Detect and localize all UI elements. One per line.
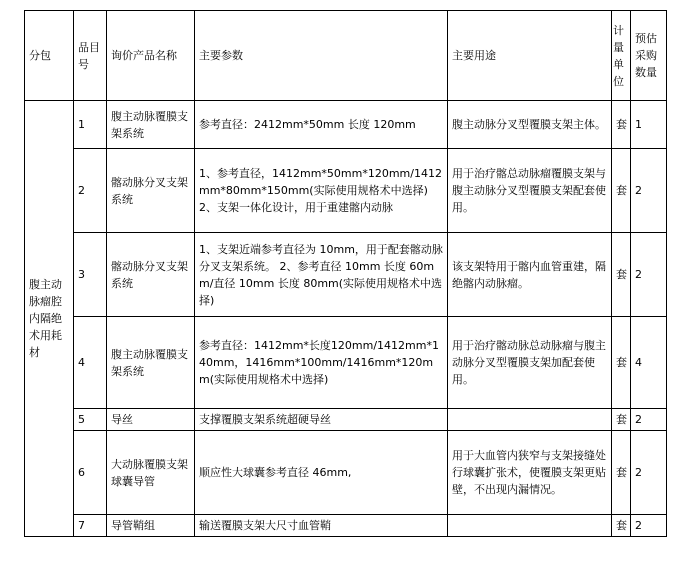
unit-cell: 套 [612, 409, 631, 431]
item-no-cell: 5 [74, 409, 107, 431]
header-cell-item-no: 品目号 [74, 11, 107, 101]
usage-cell [448, 515, 612, 537]
usage-cell: 用于大血管内狭窄与支架接缝处行球囊扩张术，使覆膜支架更贴壁，不出现内漏情况。 [448, 431, 612, 515]
parameters-cell: 参考直径：2412mm*50mm 长度 120mm [195, 101, 448, 149]
table-row [25, 233, 667, 317]
usage-cell: 用于治疗髂动脉总动脉瘤与腹主动脉分叉型覆膜支架加配套使用。 [448, 317, 612, 409]
header-cell-quantity: 预估采购数量 [631, 11, 667, 101]
product-name-cell: 导丝 [107, 409, 195, 431]
item-no-cell: 3 [74, 233, 107, 317]
header-cell-parameters: 主要参数 [195, 11, 448, 101]
product-name-cell: 腹主动脉覆膜支架系统 [107, 101, 195, 149]
usage-cell: 腹主动脉分叉型覆膜支架主体。 [448, 101, 612, 149]
table-row [25, 515, 667, 537]
item-no-cell: 1 [74, 101, 107, 149]
parameters-cell: 支撑覆膜支架系统超硬导丝 [195, 409, 448, 431]
unit-cell: 套 [612, 233, 631, 317]
table-row [25, 149, 667, 233]
quantity-cell: 4 [631, 317, 667, 409]
unit-cell: 套 [612, 431, 631, 515]
quantity-cell: 2 [631, 515, 667, 537]
header-cell-usage: 主要用途 [448, 11, 612, 101]
unit-cell: 套 [612, 515, 631, 537]
item-no-cell: 4 [74, 317, 107, 409]
unit-cell: 套 [612, 101, 631, 149]
quantity-cell: 2 [631, 409, 667, 431]
parameters-cell: 参考直径：1412mm*长度120mm/1412mm*140mm，1416mm*100mm/1416mm*120mm(实际使用规格术中选择) [195, 317, 448, 409]
usage-cell [448, 409, 612, 431]
parameters-cell: 顺应性大球囊参考直径 46mm, [195, 431, 448, 515]
product-name-cell: 腹主动脉覆膜支架系统 [107, 317, 195, 409]
product-name-cell: 髂动脉分叉支架系统 [107, 233, 195, 317]
parameters-cell: 输送覆膜支架大尺寸血管鞘 [195, 515, 448, 537]
header-cell-product-name: 询价产品名称 [107, 11, 195, 101]
quantity-cell: 2 [631, 233, 667, 317]
procurement-table [24, 10, 667, 537]
quantity-cell: 1 [631, 101, 667, 149]
unit-cell: 套 [612, 149, 631, 233]
parameters-cell: 1、支架近端参考直径为 10mm，用于配套髂动脉分叉支架系统。 2、参考直径 10mm 长度 60mm/直径 10mm 长度 80mm(实际使用规格术中选择) [195, 233, 448, 317]
usage-cell: 用于治疗髂总动脉瘤覆膜支架与腹主动脉分叉型覆膜支架配套使用。 [448, 149, 612, 233]
product-name-cell: 导管鞘组 [107, 515, 195, 537]
item-no-cell: 7 [74, 515, 107, 537]
table-row [25, 317, 667, 409]
package-group-cell: 腹主动脉瘤腔内隔绝术用耗材 [25, 101, 74, 537]
table-row [25, 409, 667, 431]
unit-cell: 套 [612, 317, 631, 409]
usage-cell: 该支架特用于髂内血管重建，隔绝髂内动脉瘤。 [448, 233, 612, 317]
item-no-cell: 6 [74, 431, 107, 515]
quantity-cell: 2 [631, 431, 667, 515]
product-name-cell: 大动脉覆膜支架球囊导管 [107, 431, 195, 515]
header-row [25, 11, 667, 101]
table-row [25, 101, 667, 149]
parameters-cell: 1、参考直径，1412mm*50mm*120mm/1412mm*80mm*150mm(实际使用规格术中选择) 2、支架一体化设计，用于重建髂内动脉 [195, 149, 448, 233]
quantity-cell: 2 [631, 149, 667, 233]
table-row [25, 431, 667, 515]
header-cell-unit: 计量单位 [612, 11, 631, 101]
item-no-cell: 2 [74, 149, 107, 233]
product-name-cell: 髂动脉分叉支架系统 [107, 149, 195, 233]
header-cell-package: 分包 [25, 11, 74, 101]
